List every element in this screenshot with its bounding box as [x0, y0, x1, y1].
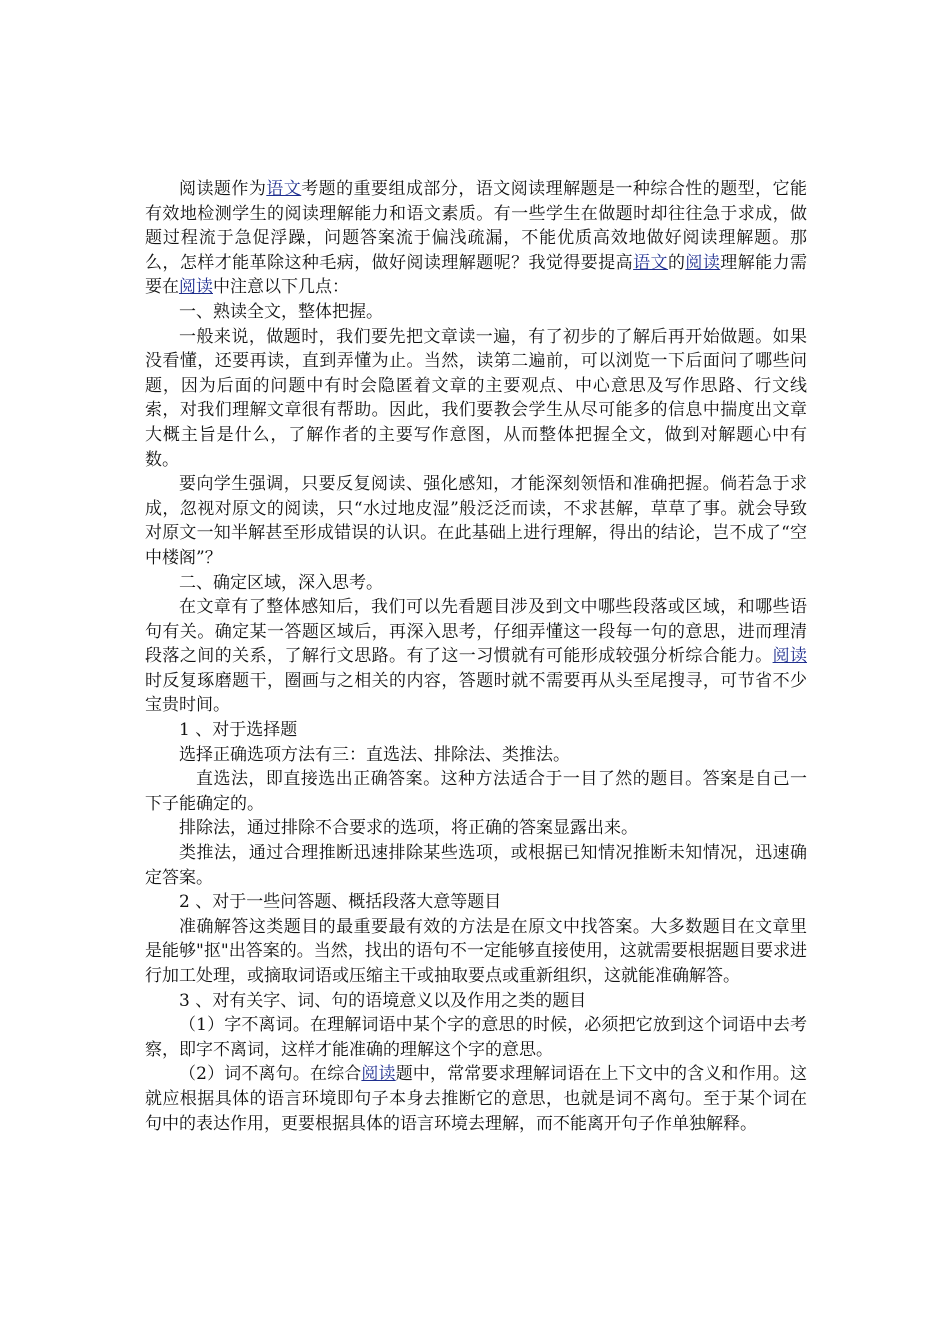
text-run: 在文章有了整体感知后，我们可以先看题目涉及到文中哪些段落或区域，和哪些语句有关。确定某一答题区域后，再深入思考，仔细弄懂这一段每一句的意思，进而理清段落之间的关系，了解行文思路。有了这一习惯就有可能形成较强分析综合能力。 [145, 597, 807, 667]
text-link[interactable]: 语文 [266, 179, 302, 199]
text-link[interactable]: 阅读 [772, 646, 808, 667]
text-run: （2）词不离句。在综合 [179, 1064, 362, 1085]
text-run: 阅读题作为 [179, 179, 267, 199]
paragraph-p9 [145, 1013, 807, 1062]
text-run: 一、熟读全文，整体把握。 [179, 301, 383, 322]
text-run: 时反复琢磨题干，圈画与之相关的内容，答题时就不需要再从头至尾搜寻，可节省不少宝贵时间。 [145, 670, 807, 716]
text-link[interactable]: 阅读 [179, 277, 213, 298]
paragraph-p4 [145, 743, 807, 768]
paragraph-h1 [145, 300, 807, 325]
paragraph-p7 [145, 841, 807, 890]
paragraph-s3 [145, 989, 807, 1014]
text-link[interactable]: 阅读 [685, 252, 721, 273]
paragraph-p1 [145, 325, 807, 473]
text-run: 二、确定区域，深入思考。 [179, 572, 383, 593]
text-run: 考题的重要组成部分，语文阅读理解题是一种综合性的题型，它能有效地检测学生的阅读理解能力和语文素质。有一些学生在做题时却往往急于求成，做题过程流于急促浮躁，问题答案流于偏浅疏漏，不能优质高效地做好阅读理解题。那么，怎样才能革除这种毛病，做好阅读理解题呢？我觉得要提高 [145, 179, 808, 273]
paragraph-intro [145, 177, 807, 300]
text-run: 直选法，即直接选出正确答案。这种方法适合于一目了然的题目。答案是自己一下子能确定的。 [145, 769, 807, 814]
text-run: 1 、对于选择题 [179, 720, 298, 741]
text-link[interactable]: 阅读 [361, 1064, 396, 1085]
paragraph-p5 [145, 767, 807, 816]
text-run: （1）字不离词。在理解词语中某个字的意思的时候，必须把它放到这个词语中去考察，即字不离词，这样才能准确的理解这个字的意思。 [145, 1015, 807, 1060]
paragraph-s2 [145, 890, 807, 915]
text-run: 要向学生强调，只要反复阅读、强化感知，才能深刻领悟和准确把握。倘若急于求成，忽视对原文的阅读，只“水过地皮湿”般泛泛而读，不求甚解，草草了事。就会导致对原文一知半解甚至形成错误的认识。在此基础上进行理解，得出的结论，岂不成了“空中楼阁”？ [145, 474, 807, 568]
paragraph-p6 [145, 816, 807, 841]
text-run: 排除法，通过排除不合要求的选项，将正确的答案显露出来。 [179, 818, 638, 839]
paragraph-p10 [145, 1062, 807, 1136]
text-run: 准确解答这类题目的最重要最有效的方法是在原文中找答案。大多数题目在文章里是能够"抠"出答案的。当然，找出的语句不一定能够直接使用，这就需要根据题目要求进行加工处理，或摘取词语或压缩主干或抽取要点或重新组织，这就能准确解答。 [145, 916, 807, 986]
text-run: 2 、对于一些问答题、概括段落大意等题目 [179, 892, 502, 913]
paragraph-s1 [145, 718, 807, 743]
text-run: 理解能力需要在 [145, 252, 808, 298]
paragraph-h2 [145, 571, 807, 596]
text-run: 的 [667, 252, 686, 273]
text-run: 选择正确选项方法有三：直选法、排除法、类推法。 [179, 744, 570, 765]
article-body [145, 177, 807, 1136]
text-run: 一般来说，做题时，我们要先把文章读一遍，有了初步的了解后再开始做题。如果没看懂，还要再读，直到弄懂为止。当然，读第二遍前，可以浏览一下后面问了哪些问题，因为后面的问题中有时会隐匿着文章的主要观点、中心意思及写作思路、行文线索，对我们理解文章很有帮助。因此，我们要教会学生从尽可能多的信息中揣度出文章大概主旨是什么，了解作者的主要写作意图，从而整体把握全文，做到对解题心中有数。 [145, 326, 807, 470]
text-run: 题中，常常要求理解词语在上下文中的含义和作用。这就应根据具体的语言环境即句子本身去推断它的意思，也就是词不离句。至于某个词在句中的表达作用，更要根据具体的语言环境去理解，而不能离开句子作单独解释。 [145, 1064, 808, 1134]
text-run: 中注意以下几点： [213, 277, 349, 298]
text-link[interactable]: 语文 [633, 252, 668, 273]
paragraph-p8 [145, 915, 807, 989]
text-run: 3 、对有关字、词、句的语境意义以及作用之类的题目 [179, 990, 587, 1011]
text-run: 类推法，通过合理推断迅速排除某些选项，或根据已知情况推断未知情况，迅速确定答案。 [145, 843, 807, 888]
paragraph-p3 [145, 595, 807, 718]
paragraph-p2 [145, 472, 807, 570]
